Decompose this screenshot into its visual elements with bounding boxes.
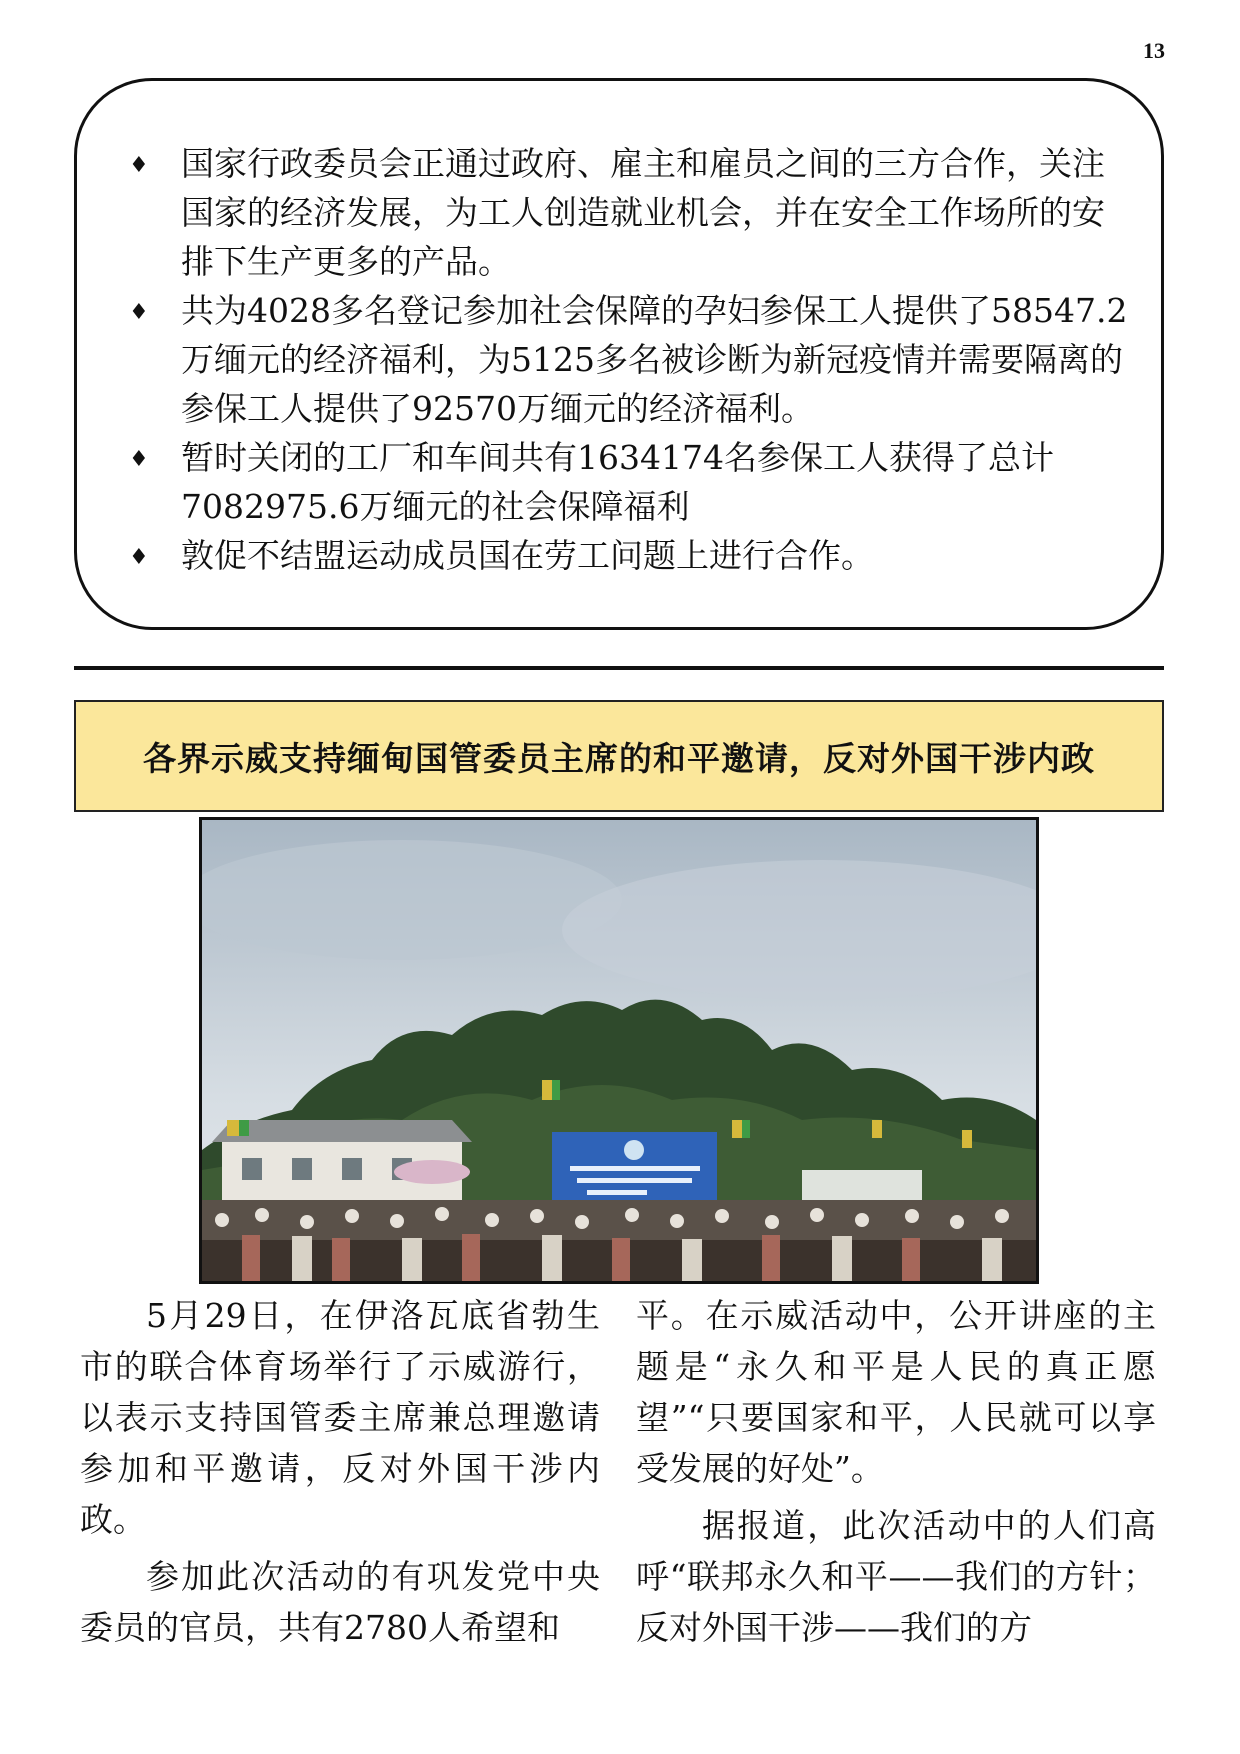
- article-paragraph: 平。在示威活动中，公开讲座的主题是“永久和平是人民的真正愿望”“只要国家和平，人民就可以享受发展的好处”。: [636, 1296, 1156, 1488]
- bullet-text: 国家行政委员会正通过政府、雇主和雇员之间的三方合作，关注国家的经济发展，为工人创造就业机会，并在安全工作场所的安排下生产更多的产品。: [181, 144, 1105, 281]
- bullet-item: [107, 433, 1137, 531]
- bullet-item: [107, 139, 1137, 286]
- bullet-text: 共为4028多名登记参加社会保障的孕妇参保工人提供了58547.2万缅元的经济福利，为5125多名被诊断为新冠疫情并需要隔离的参保工人提供了92570万缅元的经济福利。: [181, 291, 1128, 428]
- bullet-item: [107, 531, 1137, 580]
- bullet-text: 暂时关闭的工厂和车间共有1634174名参保工人获得了总计7082975.6万缅元的社会保障福利: [181, 438, 1054, 526]
- diamond-bullet-icon: ♦: [129, 545, 149, 570]
- article-paragraph: 参加此次活动的有巩发党中央委员的官员，共有2780人希望和: [80, 1557, 600, 1647]
- article-column-left: [80, 1290, 600, 1659]
- article-paragraph: 据报道，此次活动中的人们高呼“联邦永久和平——我们的方针；反对外国干涉——我们的方: [636, 1506, 1156, 1647]
- diamond-bullet-icon: ♦: [129, 447, 149, 472]
- summary-bullet-box: [74, 78, 1164, 630]
- article-paragraph: 5月29日，在伊洛瓦底省勃生市的联合体育场举行了示威游行，以表示支持国管委主席兼总理邀请参加和平邀请，反对外国干涉内政。: [80, 1296, 600, 1539]
- page-number: 13: [1143, 38, 1165, 63]
- article-headline: 各界示威支持缅甸国管委员主席的和平邀请，反对外国干涉内政: [143, 738, 1095, 778]
- headline-banner: [74, 700, 1164, 812]
- diamond-bullet-icon: ♦: [129, 300, 149, 325]
- bullet-item: [107, 286, 1137, 433]
- rally-photo: [199, 817, 1039, 1284]
- diamond-bullet-icon: ♦: [129, 153, 149, 178]
- bullet-list: [107, 139, 1137, 580]
- section-divider: [74, 666, 1164, 670]
- bullet-text: 敦促不结盟运动成员国在劳工问题上进行合作。: [181, 536, 874, 575]
- article-column-right: [636, 1290, 1156, 1659]
